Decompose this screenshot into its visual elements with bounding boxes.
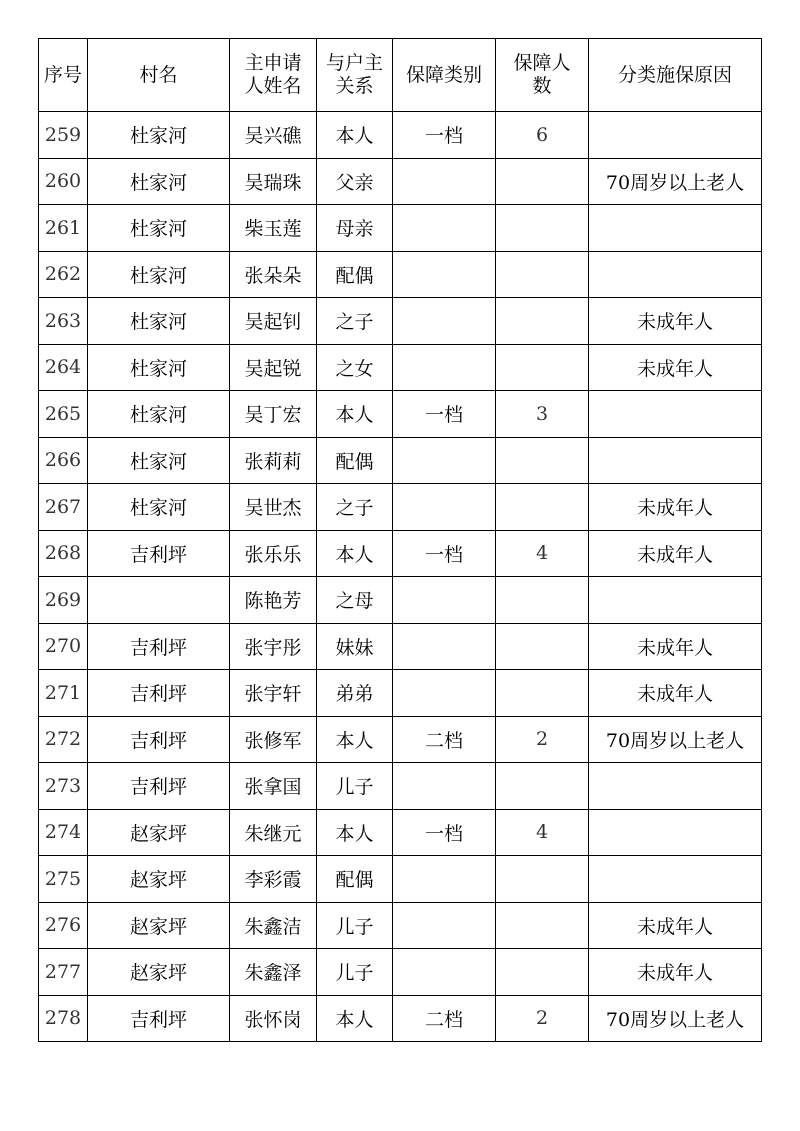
cell-no: 265: [39, 391, 88, 438]
cell-reason: 70周岁以上老人: [589, 716, 762, 763]
cell-category: [393, 670, 496, 717]
cell-applicant-name: 张朵朵: [230, 251, 317, 298]
header-reason: 分类施保原因: [589, 39, 762, 112]
cell-category: 一档: [393, 391, 496, 438]
cell-reason: 未成年人: [589, 298, 762, 345]
cell-village: 赵家坪: [88, 902, 230, 949]
cell-no: 270: [39, 623, 88, 670]
cell-relation: 父亲: [317, 158, 393, 205]
header-relation-line-2: 关系: [335, 75, 374, 97]
table-row: [39, 344, 762, 391]
table-row: [39, 158, 762, 205]
cell-category: [393, 577, 496, 624]
cell-count: [496, 902, 589, 949]
cell-village: 杜家河: [88, 158, 230, 205]
cell-village: 赵家坪: [88, 856, 230, 903]
table-row: [39, 391, 762, 438]
table-row: [39, 484, 762, 531]
header-category: 保障类别: [393, 39, 496, 112]
cell-applicant-name: 李彩霞: [230, 856, 317, 903]
cell-applicant-name: 张修军: [230, 716, 317, 763]
cell-category: [393, 484, 496, 531]
cell-relation: 妹妹: [317, 623, 393, 670]
cell-applicant-name: 张乐乐: [230, 530, 317, 577]
header-no: 序号: [39, 39, 88, 112]
cell-applicant-name: 吴起锐: [230, 344, 317, 391]
cell-relation: 配偶: [317, 251, 393, 298]
cell-category: 一档: [393, 112, 496, 159]
cell-no: 278: [39, 995, 88, 1042]
cell-reason: [589, 809, 762, 856]
cell-category: [393, 298, 496, 345]
table-row: [39, 995, 762, 1042]
table-row: [39, 530, 762, 577]
header-applicant-line-1: 主申请: [244, 52, 302, 74]
cell-count: 4: [496, 809, 589, 856]
cell-no: 262: [39, 251, 88, 298]
cell-no: 261: [39, 205, 88, 252]
cell-category: [393, 623, 496, 670]
cell-no: 271: [39, 670, 88, 717]
cell-category: [393, 949, 496, 996]
cell-no: 259: [39, 112, 88, 159]
cell-reason: 70周岁以上老人: [589, 158, 762, 205]
cell-count: [496, 623, 589, 670]
cell-relation: 配偶: [317, 437, 393, 484]
cell-no: 267: [39, 484, 88, 531]
cell-applicant-name: 朱继元: [230, 809, 317, 856]
cell-village: 吉利坪: [88, 995, 230, 1042]
cell-applicant-name: 朱鑫洁: [230, 902, 317, 949]
cell-count: [496, 158, 589, 205]
table-row: [39, 809, 762, 856]
cell-reason: [589, 391, 762, 438]
cell-village: 吉利坪: [88, 530, 230, 577]
cell-category: 二档: [393, 716, 496, 763]
cell-relation: 本人: [317, 530, 393, 577]
cell-no: 263: [39, 298, 88, 345]
cell-no: 276: [39, 902, 88, 949]
cell-reason: 未成年人: [589, 902, 762, 949]
cell-applicant-name: 陈艳芳: [230, 577, 317, 624]
cell-count: [496, 949, 589, 996]
cell-applicant-name: 张莉莉: [230, 437, 317, 484]
cell-category: [393, 344, 496, 391]
cell-reason: [589, 763, 762, 810]
table-row: [39, 856, 762, 903]
table-row: [39, 205, 762, 252]
cell-village: 杜家河: [88, 298, 230, 345]
cell-village: 赵家坪: [88, 809, 230, 856]
cell-no: 266: [39, 437, 88, 484]
cell-category: 一档: [393, 809, 496, 856]
cell-relation: 本人: [317, 809, 393, 856]
header-applicant-line-2: 人姓名: [244, 75, 302, 97]
table-row: [39, 763, 762, 810]
cell-village: 杜家河: [88, 112, 230, 159]
cell-no: 277: [39, 949, 88, 996]
header-relation-line-1: 与户主: [325, 52, 383, 74]
cell-count: [496, 251, 589, 298]
cell-count: [496, 856, 589, 903]
header-count-line-2: 数: [532, 75, 552, 97]
cell-reason: 未成年人: [589, 623, 762, 670]
header-count: [496, 39, 589, 112]
cell-no: 269: [39, 577, 88, 624]
cell-count: [496, 577, 589, 624]
cell-count: 2: [496, 716, 589, 763]
cell-applicant-name: 吴瑞珠: [230, 158, 317, 205]
cell-count: 4: [496, 530, 589, 577]
roster-body: [39, 112, 762, 1042]
cell-reason: 未成年人: [589, 484, 762, 531]
table-row: [39, 670, 762, 717]
header-applicant: [230, 39, 317, 112]
cell-category: [393, 763, 496, 810]
cell-relation: 儿子: [317, 949, 393, 996]
cell-reason: [589, 112, 762, 159]
cell-reason: [589, 205, 762, 252]
cell-count: [496, 205, 589, 252]
cell-village: 杜家河: [88, 484, 230, 531]
cell-applicant-name: 吴世杰: [230, 484, 317, 531]
cell-no: 272: [39, 716, 88, 763]
cell-count: [496, 344, 589, 391]
cell-relation: 本人: [317, 112, 393, 159]
cell-reason: [589, 577, 762, 624]
cell-no: 275: [39, 856, 88, 903]
table-row: [39, 298, 762, 345]
cell-category: [393, 158, 496, 205]
cell-village: 吉利坪: [88, 763, 230, 810]
cell-relation: 之子: [317, 298, 393, 345]
cell-no: 268: [39, 530, 88, 577]
cell-applicant-name: 吴丁宏: [230, 391, 317, 438]
cell-village: 吉利坪: [88, 716, 230, 763]
cell-reason: 未成年人: [589, 344, 762, 391]
header-count-line-1: 保障人: [513, 52, 571, 74]
table-row: [39, 437, 762, 484]
cell-count: [496, 670, 589, 717]
table-row: [39, 623, 762, 670]
cell-count: [496, 437, 589, 484]
cell-village: 杜家河: [88, 251, 230, 298]
cell-reason: 70周岁以上老人: [589, 995, 762, 1042]
cell-category: [393, 437, 496, 484]
cell-no: 260: [39, 158, 88, 205]
cell-count: 3: [496, 391, 589, 438]
table-row: [39, 577, 762, 624]
cell-count: 2: [496, 995, 589, 1042]
table-row: [39, 716, 762, 763]
header-relation: [317, 39, 393, 112]
cell-reason: 未成年人: [589, 670, 762, 717]
cell-relation: 儿子: [317, 763, 393, 810]
cell-village: 吉利坪: [88, 670, 230, 717]
cell-applicant-name: 朱鑫泽: [230, 949, 317, 996]
cell-count: [496, 763, 589, 810]
cell-no: 264: [39, 344, 88, 391]
cell-count: [496, 484, 589, 531]
cell-village: 赵家坪: [88, 949, 230, 996]
cell-applicant-name: 张怀岗: [230, 995, 317, 1042]
cell-applicant-name: 张宇彤: [230, 623, 317, 670]
cell-applicant-name: 柴玉莲: [230, 205, 317, 252]
cell-relation: 儿子: [317, 902, 393, 949]
security-roster-table: [38, 38, 762, 1042]
cell-reason: [589, 437, 762, 484]
header-village: 村名: [88, 39, 230, 112]
table-row: [39, 949, 762, 996]
cell-relation: 本人: [317, 716, 393, 763]
cell-relation: 本人: [317, 995, 393, 1042]
cell-count: 6: [496, 112, 589, 159]
cell-village: 杜家河: [88, 391, 230, 438]
cell-category: 二档: [393, 995, 496, 1042]
table-row: [39, 251, 762, 298]
cell-village: 杜家河: [88, 205, 230, 252]
table-row: [39, 902, 762, 949]
cell-no: 273: [39, 763, 88, 810]
cell-category: [393, 205, 496, 252]
header-row: [39, 39, 762, 112]
cell-applicant-name: 吴起钊: [230, 298, 317, 345]
cell-relation: 之女: [317, 344, 393, 391]
cell-category: 一档: [393, 530, 496, 577]
cell-relation: 弟弟: [317, 670, 393, 717]
cell-category: [393, 251, 496, 298]
cell-village: [88, 577, 230, 624]
cell-category: [393, 902, 496, 949]
cell-relation: 之子: [317, 484, 393, 531]
cell-village: 吉利坪: [88, 623, 230, 670]
cell-relation: 之母: [317, 577, 393, 624]
cell-reason: [589, 856, 762, 903]
cell-relation: 本人: [317, 391, 393, 438]
cell-village: 杜家河: [88, 437, 230, 484]
cell-count: [496, 298, 589, 345]
cell-village: 杜家河: [88, 344, 230, 391]
cell-reason: [589, 251, 762, 298]
cell-category: [393, 856, 496, 903]
cell-applicant-name: 吴兴礁: [230, 112, 317, 159]
cell-no: 274: [39, 809, 88, 856]
cell-applicant-name: 张宇轩: [230, 670, 317, 717]
cell-reason: 未成年人: [589, 949, 762, 996]
cell-relation: 配偶: [317, 856, 393, 903]
cell-reason: 未成年人: [589, 530, 762, 577]
cell-applicant-name: 张拿国: [230, 763, 317, 810]
table-row: [39, 112, 762, 159]
cell-relation: 母亲: [317, 205, 393, 252]
